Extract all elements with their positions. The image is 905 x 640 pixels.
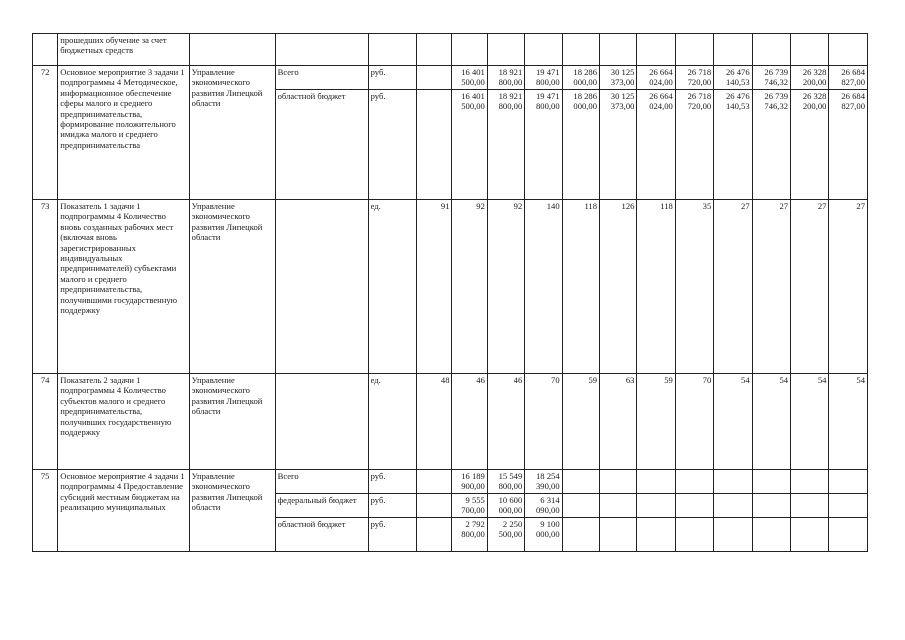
cell-value: 27: [752, 200, 790, 374]
cell-value: 19 471 800,00: [525, 90, 562, 200]
cell-value: [714, 470, 752, 494]
cell-value: [714, 518, 752, 552]
cell-value: 27: [829, 200, 868, 374]
cell-source: Всего: [275, 470, 368, 494]
cell-value: 92: [487, 200, 524, 374]
cell-value: 2 792 800,00: [452, 518, 487, 552]
cell-value: 54: [752, 374, 790, 470]
cell-value: [752, 470, 790, 494]
cell-value: 27: [714, 200, 752, 374]
cell-no: 75: [33, 470, 58, 552]
cell-value: 10 600 000,00: [487, 494, 524, 518]
cell-no: 72: [33, 66, 58, 200]
cell-value: 9 100 000,00: [525, 518, 562, 552]
cell-value: 118: [562, 200, 599, 374]
cell-unit: руб.: [368, 90, 417, 200]
cell-source: областной бюджет: [275, 90, 368, 200]
cell-value: 46: [487, 374, 524, 470]
cell-value: 15 549 800,00: [487, 470, 524, 494]
cell-value: 126: [600, 200, 637, 374]
table-row: [33, 34, 868, 66]
cell-value: [675, 494, 713, 518]
cell-value: 26 476 140,53: [714, 90, 752, 200]
cell-value: [637, 518, 675, 552]
table-row: [33, 470, 868, 494]
cell-value: [791, 494, 829, 518]
cell-value: 48: [417, 374, 452, 470]
cell-executor: Управление экономического развития Липецкой области: [189, 470, 275, 552]
cell-value: 26 664 024,00: [637, 90, 675, 200]
cell-value: 18 286 000,00: [562, 90, 599, 200]
cell-value: 19 471 800,00: [525, 66, 562, 90]
cell-source: [275, 200, 368, 374]
cell-value: 140: [525, 200, 562, 374]
cell-source: областной бюджет: [275, 518, 368, 552]
cell-no: 73: [33, 200, 58, 374]
cell-value: [829, 470, 868, 494]
cell-value: [417, 90, 452, 200]
cell-unit: ед.: [368, 200, 417, 374]
cell-unit: руб.: [368, 66, 417, 90]
cell-value: 54: [714, 374, 752, 470]
cell-value: [829, 518, 868, 552]
cell-value: 54: [829, 374, 868, 470]
budget-table: [32, 33, 868, 552]
cell-value: [752, 494, 790, 518]
cell-name: Показатель 2 задачи 1 подпрограммы 4 Количество субъектов малого и среднего предпринимательства, получивших государственную поддержку: [58, 374, 189, 470]
cell-value: 30 125 373,00: [600, 66, 637, 90]
cell-value: 59: [637, 374, 675, 470]
cell-value: 26 684 827,00: [829, 66, 868, 90]
cell-value: 26 739 746,32: [752, 90, 790, 200]
cell-unit: руб.: [368, 518, 417, 552]
cell-value: [791, 470, 829, 494]
cell-value: 30 125 373,00: [600, 90, 637, 200]
cell-value: 18 254 390,00: [525, 470, 562, 494]
cell-name: Основное мероприятие 3 задачи 1 подпрограммы 4 Методическое, информационное обеспечение сферы малого и среднего предпринимательства, формирование положительного имиджа малого и среднего предпринимательства: [58, 66, 189, 200]
cell-unit: ед.: [368, 374, 417, 470]
cell-value: [600, 470, 637, 494]
cell-name: прошедших обучение за счет бюджетных средств: [58, 34, 189, 66]
cell-unit: руб.: [368, 494, 417, 518]
table-row: [33, 66, 868, 90]
cell-executor: Управление экономического развития Липецкой области: [189, 374, 275, 470]
cell-value: 26 739 746,32: [752, 66, 790, 90]
cell-value: 6 314 090,00: [525, 494, 562, 518]
cell-value: 63: [600, 374, 637, 470]
cell-value: [675, 470, 713, 494]
cell-value: [637, 470, 675, 494]
cell-value: 54: [791, 374, 829, 470]
cell-value: 16 189 900,00: [452, 470, 487, 494]
cell-value: 26 476 140,53: [714, 66, 752, 90]
cell-value: [752, 518, 790, 552]
cell-value: 9 555 700,00: [452, 494, 487, 518]
cell-value: 2 250 500,00: [487, 518, 524, 552]
cell-value: [417, 470, 452, 494]
cell-value: 27: [791, 200, 829, 374]
cell-value: [637, 494, 675, 518]
cell-value: 18 921 800,00: [487, 90, 524, 200]
cell-value: 26 328 200,00: [791, 90, 829, 200]
cell-value: [829, 494, 868, 518]
cell-value: [562, 494, 599, 518]
cell-value: [562, 518, 599, 552]
cell-value: [791, 518, 829, 552]
cell-value: 26 684 827,00: [829, 90, 868, 200]
cell-source: Всего: [275, 66, 368, 90]
cell-value: [562, 470, 599, 494]
cell-value: [417, 518, 452, 552]
cell-value: [714, 494, 752, 518]
cell-executor: Управление экономического развития Липецкой области: [189, 200, 275, 374]
cell-value: 70: [525, 374, 562, 470]
cell-source: федеральный бюджет: [275, 494, 368, 518]
cell-value: 35: [675, 200, 713, 374]
cell-value: 26 328 200,00: [791, 66, 829, 90]
cell-value: [600, 494, 637, 518]
cell-value: 46: [452, 374, 487, 470]
cell-value: [675, 518, 713, 552]
cell-value: 26 664 024,00: [637, 66, 675, 90]
cell-value: [417, 494, 452, 518]
cell-value: 70: [675, 374, 713, 470]
cell-value: 16 401 500,00: [452, 90, 487, 200]
cell-value: 26 718 720,00: [675, 90, 713, 200]
cell-value: [417, 66, 452, 90]
cell-no: [33, 34, 58, 66]
cell-value: 18 921 800,00: [487, 66, 524, 90]
cell-value: 118: [637, 200, 675, 374]
table-row: [33, 374, 868, 470]
cell-source: [275, 374, 368, 470]
cell-value: 26 718 720,00: [675, 66, 713, 90]
cell-name: Показатель 1 задачи 1 подпрограммы 4 Количество вновь созданных рабочих мест (включая вновь зарегистрированных индивидуальных предпринимателей) субъектами малого и среднего предпринимательства, получившими государственную поддержку: [58, 200, 189, 374]
cell-no: 74: [33, 374, 58, 470]
table-row: [33, 200, 868, 374]
cell-unit: руб.: [368, 470, 417, 494]
cell-executor: Управление экономического развития Липецкой области: [189, 66, 275, 200]
cell-name: Основное мероприятие 4 задачи 1 подпрограммы 4 Предоставление субсидий местным бюджетам на реализацию муниципальных: [58, 470, 189, 552]
cell-value: 91: [417, 200, 452, 374]
cell-value: 59: [562, 374, 599, 470]
cell-value: 16 401 500,00: [452, 66, 487, 90]
cell-value: 18 286 000,00: [562, 66, 599, 90]
cell-value: [600, 518, 637, 552]
cell-value: 92: [452, 200, 487, 374]
